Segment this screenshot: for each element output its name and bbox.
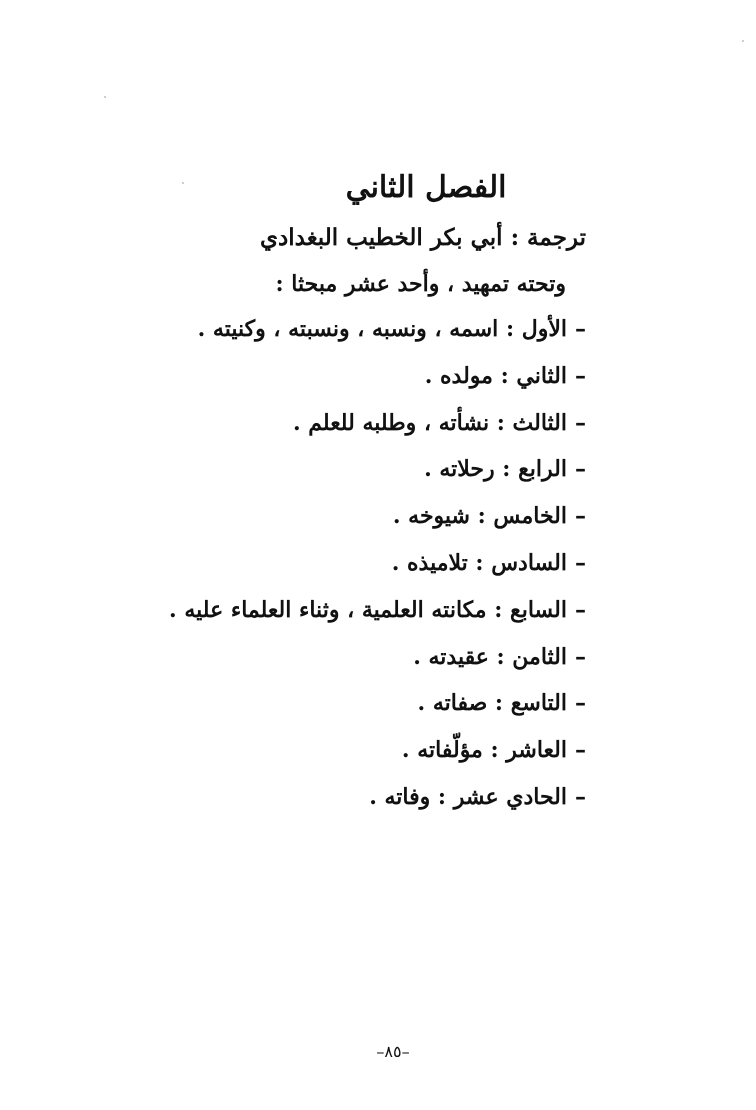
topic-dash: – — [575, 643, 586, 670]
topic-dash: – — [575, 596, 586, 623]
topic-dash: – — [575, 456, 586, 483]
scan-speck — [742, 40, 744, 42]
topic-item — [169, 545, 586, 592]
topic-text: العاشر : مؤلّفاته . — [401, 737, 567, 764]
topic-dash: – — [575, 783, 586, 810]
topic-dash: – — [575, 362, 586, 389]
chapter-subtitle: ترجمة : أبي بكر الخطيب البغدادي — [260, 224, 586, 251]
topic-text: السادس : تلاميذه . — [391, 549, 567, 576]
topic-dash: – — [575, 409, 586, 436]
topic-dash: – — [575, 737, 586, 764]
topic-item — [169, 498, 586, 545]
topic-item — [169, 358, 586, 405]
topic-text: السابع : مكانته العلمية ، وثناء العلماء عليه . — [169, 596, 567, 623]
topic-item — [169, 592, 586, 639]
page-number: –٨٥– — [376, 1042, 410, 1061]
topic-item — [169, 732, 586, 779]
topic-text: الأول : اسمه ، ونسبه ، ونسبته ، وكنيته . — [197, 316, 567, 342]
topic-dash: – — [575, 503, 586, 530]
chapter-intro: وتحته تمهيد ، وأحد عشر مبحثا : — [275, 271, 566, 297]
topic-dash: – — [575, 690, 586, 717]
topic-text: الرابع : رحلاته . — [424, 456, 567, 483]
topics-list — [169, 311, 586, 826]
scan-speck — [104, 96, 106, 98]
topic-item — [169, 405, 586, 452]
topic-text: الخامس : شيوخه . — [392, 503, 567, 530]
topic-item — [169, 685, 586, 732]
topic-text: الثامن : عقيدته . — [413, 643, 567, 670]
topic-text: الحادي عشر : وفاته . — [369, 783, 567, 810]
topic-item — [169, 779, 586, 826]
topic-item — [169, 451, 586, 498]
chapter-title: الفصل الثاني — [345, 170, 507, 205]
topic-text: الثالث : نشأته ، وطلبه للعلم . — [292, 409, 567, 436]
topic-text: التاسع : صفاته . — [417, 690, 567, 717]
topic-text: الثاني : مولده . — [424, 362, 567, 389]
topic-dash: – — [575, 316, 586, 342]
topic-item — [169, 639, 586, 686]
topic-dash: – — [575, 549, 586, 576]
topic-item — [169, 311, 586, 358]
